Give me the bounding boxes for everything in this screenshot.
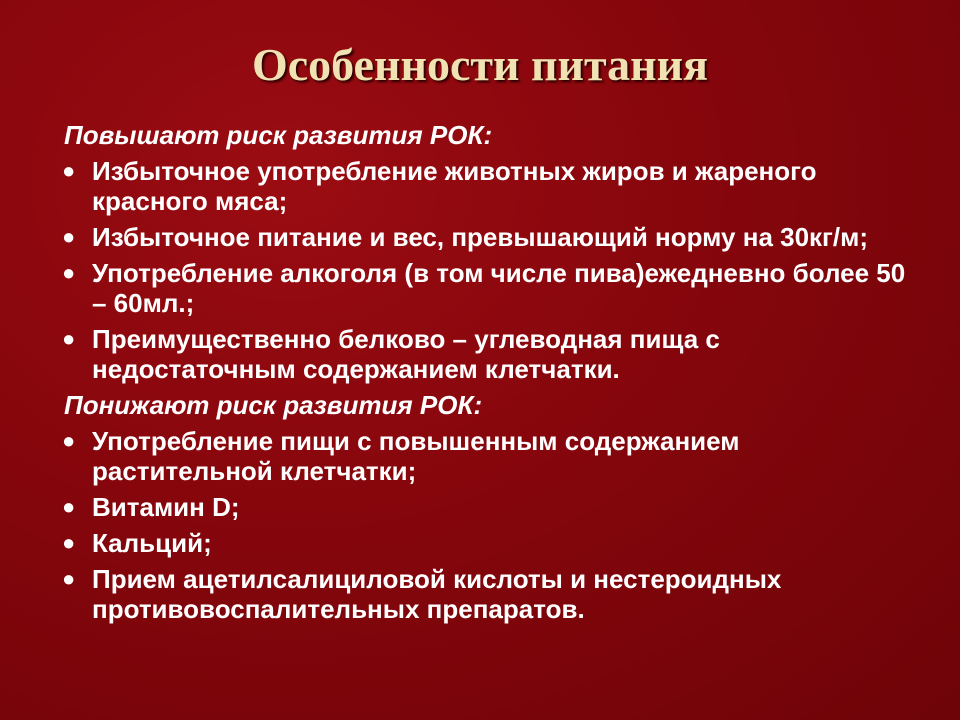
- bullet-icon: ●: [62, 428, 76, 453]
- list-item-text: Избыточное питание и вес, превышающий норму на 30кг/м;: [92, 222, 869, 252]
- bullet-icon: ●: [62, 224, 76, 249]
- bullet-icon: ●: [62, 260, 76, 285]
- list-item-text: Употребление алкоголя (в том числе пива)ежедневно более 50 – 60мл.;: [92, 258, 906, 318]
- bullet-icon: ●: [62, 158, 76, 183]
- list-item: [60, 324, 920, 384]
- list-item: [60, 258, 920, 318]
- list-item: [60, 222, 920, 252]
- bullet-icon: ●: [62, 494, 76, 519]
- list-item-text: Кальций;: [92, 528, 212, 558]
- list-item-text: Прием ацетилсалициловой кислоты и нестероидных противовоспалительных препаратов.: [92, 564, 782, 624]
- section-heading-decrease: Понижают риск развития РОК:: [64, 390, 483, 420]
- list-item: [60, 564, 920, 624]
- slide-title: Особенности питания: [251, 39, 709, 90]
- list-item-text: Употребление пищи с повышенным содержанием растительной клетчатки;: [92, 426, 740, 486]
- list-item: [60, 492, 920, 522]
- bullet-icon: ●: [62, 326, 76, 351]
- bullet-icon: ●: [62, 566, 76, 591]
- list-item: [60, 426, 920, 486]
- section-heading-increase: Повышают риск развития РОК:: [64, 120, 493, 150]
- list-item-text: Избыточное употребление животных жиров и жареного красного мяса;: [92, 156, 817, 216]
- bullet-icon: ●: [62, 530, 76, 555]
- slide-content: [60, 120, 920, 630]
- list-item-text: Витамин D;: [92, 492, 240, 522]
- list-item-text: Преимущественно белково – углеводная пища с недостаточным содержанием клетчатки.: [92, 324, 720, 384]
- list-item: [60, 156, 920, 216]
- list-item: [60, 528, 920, 558]
